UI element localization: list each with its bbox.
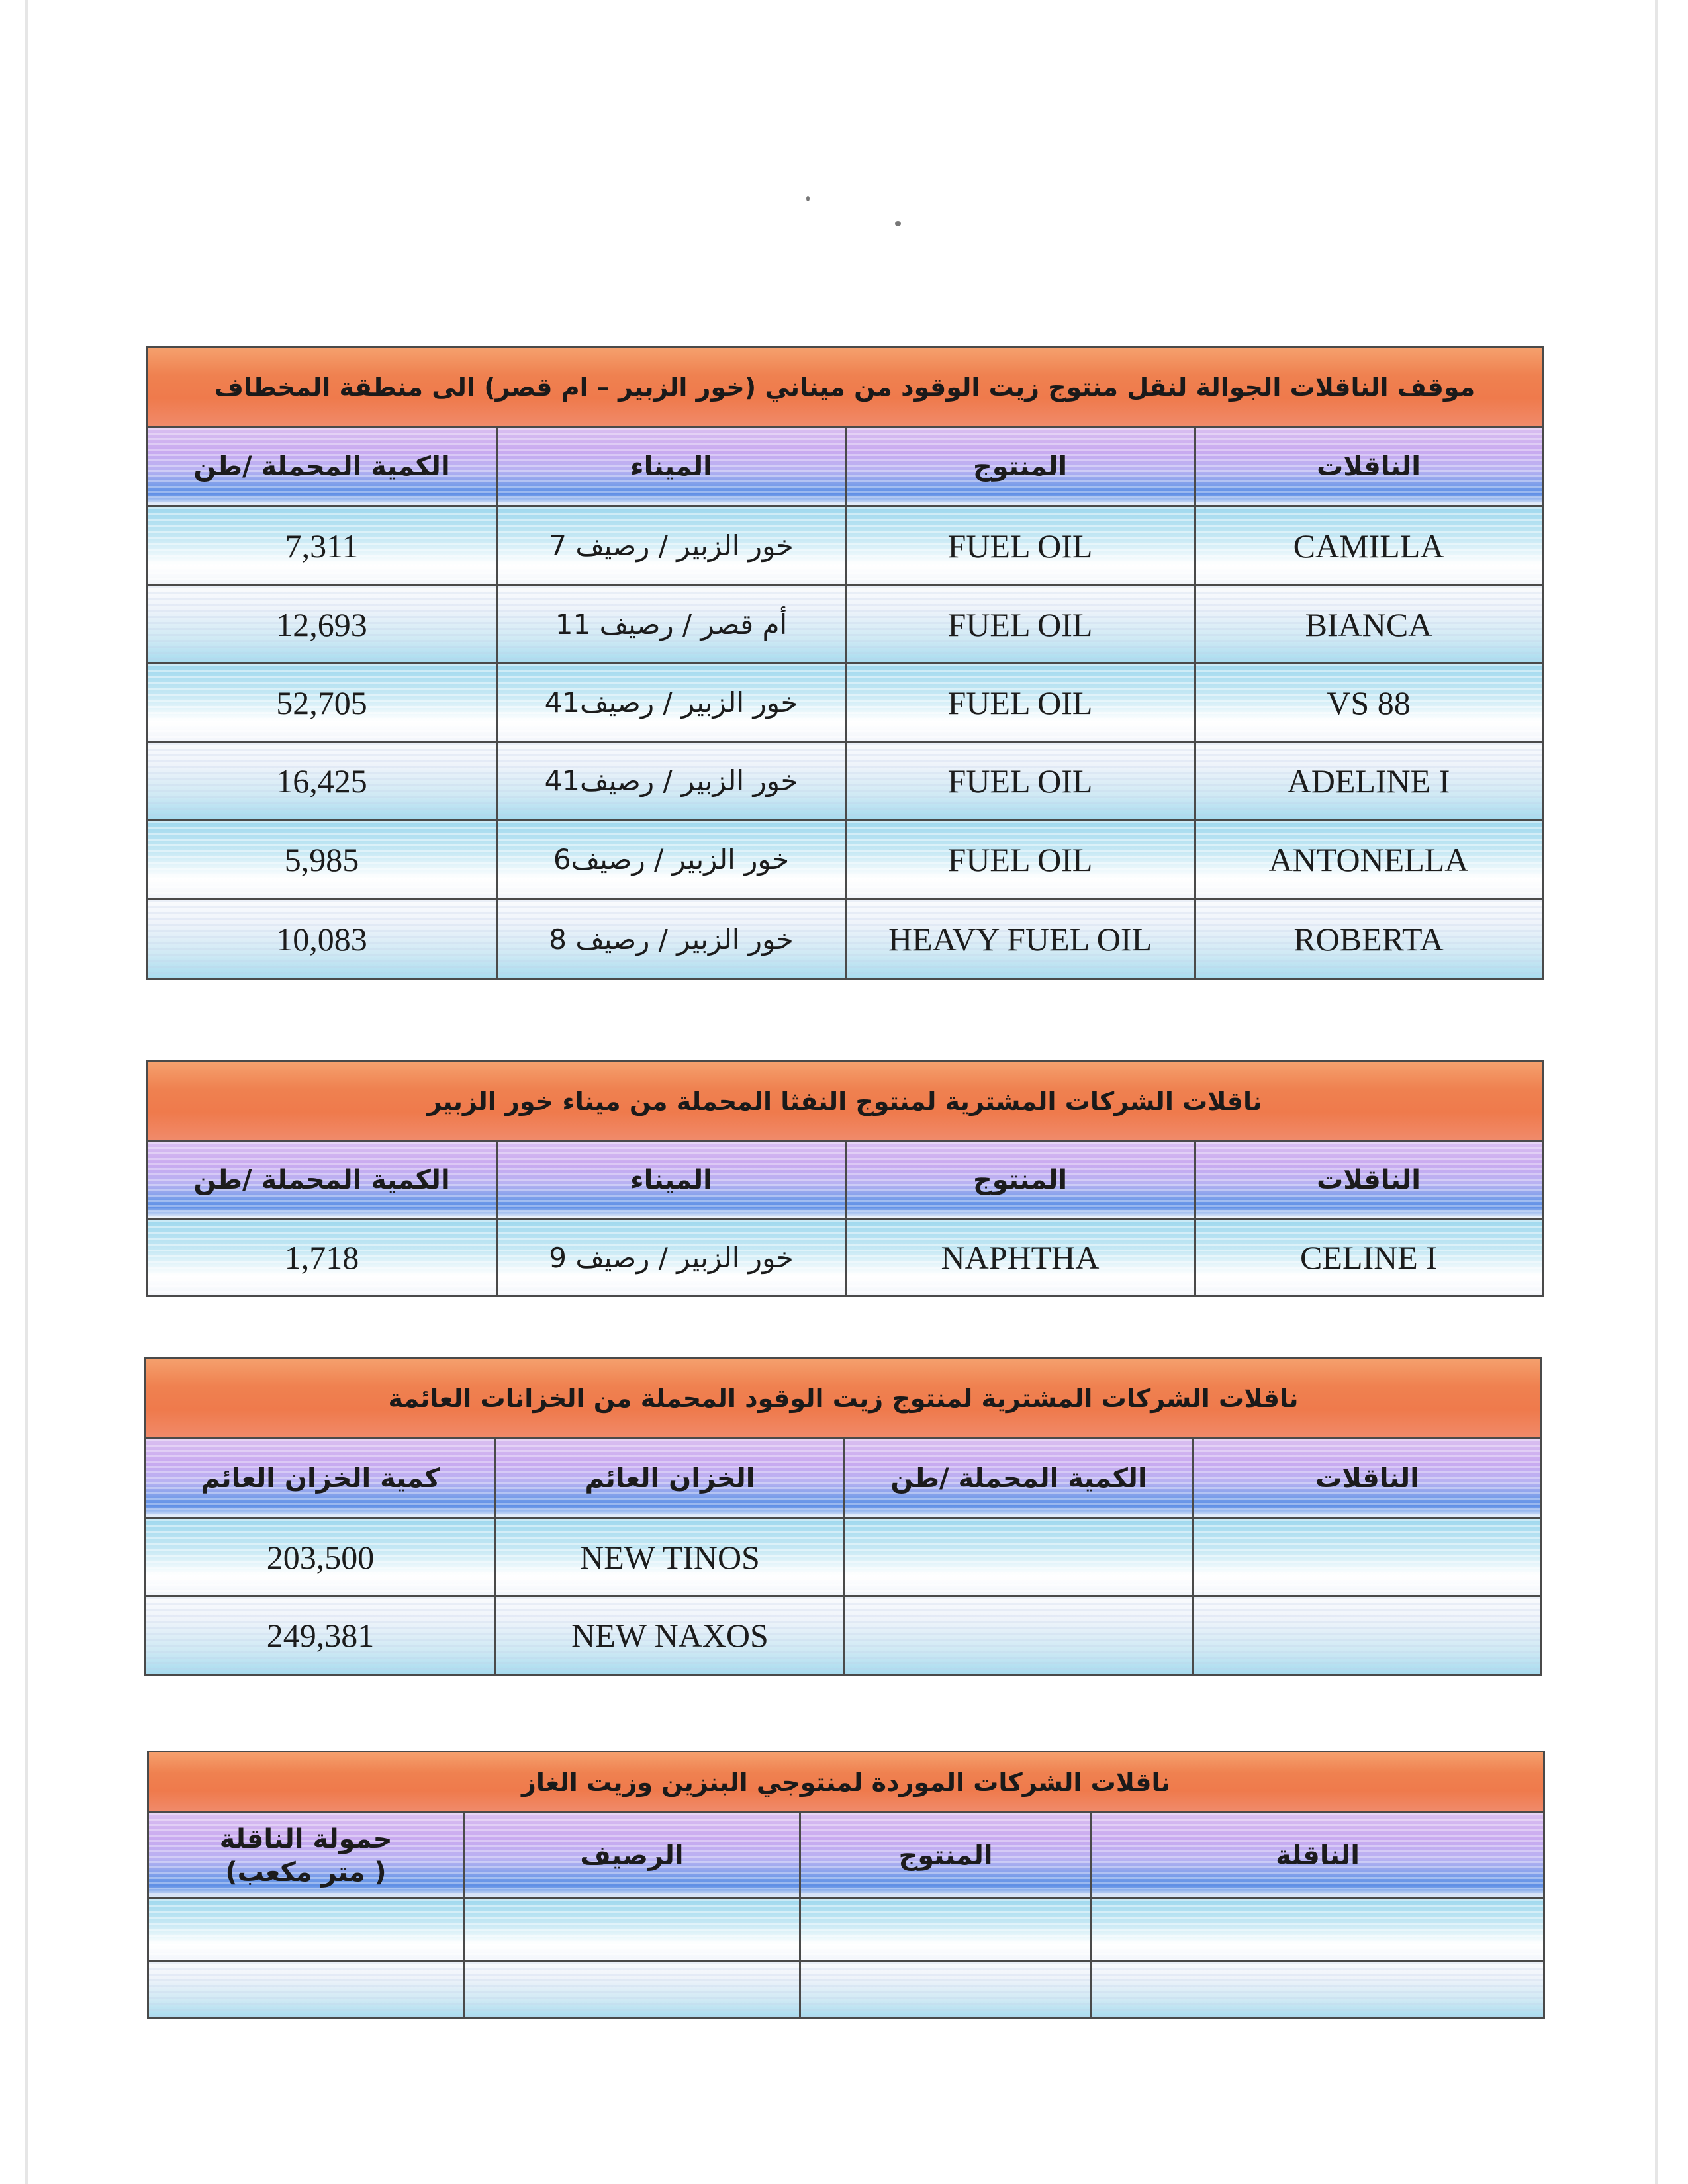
header-berth: الرصيف — [463, 1813, 799, 1897]
header-vessels: الناقلات — [1192, 1439, 1540, 1517]
header-capacity-line2: ( متر مكعب) — [225, 1856, 387, 1888]
cell-port: خور الزبير / رصيف41 — [496, 743, 845, 819]
header-vessels: الناقلات — [1194, 428, 1542, 505]
table-row — [148, 586, 1542, 664]
cell-tank-qty: 249,381 — [266, 1617, 375, 1654]
table-header-row — [146, 1439, 1540, 1519]
cell-floating-tank: NEW TINOS — [494, 1519, 843, 1595]
header-loaded-qty: الكمية المحملة /طن — [193, 1164, 450, 1195]
header-vessels: الناقلات — [1194, 1142, 1542, 1218]
cell-vessel: BIANCA — [1194, 586, 1542, 662]
table-row — [148, 900, 1542, 978]
cell-qty — [843, 1597, 1192, 1674]
cell-product — [799, 1899, 1090, 1960]
cell-qty: 16,425 — [276, 762, 367, 799]
cell-product: FUEL OIL — [845, 586, 1194, 662]
cell-vessel: VS 88 — [1194, 664, 1542, 741]
cell-product: HEAVY FUEL OIL — [845, 900, 1194, 978]
cell-port: خور الزبير / رصيف 9 — [496, 1220, 845, 1295]
header-product: المنتوج — [845, 1142, 1194, 1218]
cell-port: خور الزبير / رصيف41 — [496, 664, 845, 741]
table-gasoline-gasoil-tankers — [147, 1751, 1545, 2019]
cell-berth — [463, 1899, 799, 1960]
header-product: المنتوج — [799, 1813, 1090, 1897]
table-row — [148, 821, 1542, 900]
cell-vessel: CELINE I — [1194, 1220, 1542, 1295]
table-row — [146, 1597, 1540, 1674]
cell-vessel — [1090, 1899, 1543, 1960]
header-loaded-qty: الكمية المحملة /طن — [193, 451, 450, 482]
table-title: ناقلات الشركات المشترية لمنتوج النفثا المحملة من ميناء خور الزبير — [148, 1062, 1542, 1142]
cell-capacity — [149, 1962, 463, 2017]
header-floating-tank: الخزان العائم — [494, 1439, 843, 1517]
table-title: ناقلات الشركات الموردة لمنتوجي البنزين وزيت الغاز — [149, 1752, 1543, 1813]
table-row — [148, 664, 1542, 743]
cell-product: FUEL OIL — [845, 664, 1194, 741]
cell-floating-tank: NEW NAXOS — [494, 1597, 843, 1674]
table-header-row — [148, 1142, 1542, 1220]
cell-vessel — [1090, 1962, 1543, 2017]
header-capacity — [149, 1813, 463, 1897]
header-port: الميناء — [496, 1142, 845, 1218]
table-fuel-oil-tankers — [146, 346, 1544, 980]
header-vessel: الناقلة — [1090, 1813, 1543, 1897]
cell-port: أم قصر / رصيف 11 — [496, 586, 845, 662]
cell-capacity — [149, 1899, 463, 1960]
table-row — [146, 1519, 1540, 1597]
cell-vessel: ANTONELLA — [1194, 821, 1542, 898]
table-header-row — [149, 1813, 1543, 1899]
cell-berth — [463, 1962, 799, 2017]
table-floating-tanks — [144, 1357, 1542, 1676]
header-loaded-qty: الكمية المحملة /طن — [843, 1439, 1192, 1517]
cell-product: FUEL OIL — [845, 821, 1194, 898]
cell-vessel: ROBERTA — [1194, 900, 1542, 978]
table-header-row — [148, 428, 1542, 507]
header-capacity-line1: حمولة الناقلة — [219, 1823, 393, 1854]
header-tank-qty: كمية الخزان العائم — [201, 1463, 440, 1494]
table-row — [148, 1220, 1542, 1295]
cell-qty — [843, 1519, 1192, 1595]
table-naphtha-tankers — [146, 1060, 1544, 1297]
cell-product: FUEL OIL — [845, 507, 1194, 584]
cell-vessel — [1192, 1597, 1540, 1674]
header-port: الميناء — [496, 428, 845, 505]
cell-qty: 7,311 — [285, 527, 359, 565]
cell-qty: 5,985 — [284, 841, 359, 878]
cell-product: NAPHTHA — [845, 1220, 1194, 1295]
cell-qty: 10,083 — [276, 921, 367, 958]
cell-port: خور الزبير / رصيف6 — [496, 821, 845, 898]
cell-qty: 12,693 — [276, 606, 367, 643]
cell-product — [799, 1962, 1090, 2017]
table-row — [149, 1899, 1543, 1962]
cell-product: FUEL OIL — [845, 743, 1194, 819]
table-row — [148, 507, 1542, 586]
scan-right-edge — [1655, 0, 1658, 2184]
cell-port: خور الزبير / رصيف 7 — [496, 507, 845, 584]
cell-port: خور الزبير / رصيف 8 — [496, 900, 845, 978]
table-row — [148, 743, 1542, 821]
cell-vessel: ADELINE I — [1194, 743, 1542, 819]
cell-vessel: CAMILLA — [1194, 507, 1542, 584]
scan-speck — [806, 196, 810, 201]
table-title: موقف الناقلات الجوالة لنقل منتوج زيت الوقود من ميناني (خور الزبير – ام قصر) الى منطقة المخطاف — [148, 348, 1542, 428]
table-row — [149, 1962, 1543, 2017]
cell-qty: 52,705 — [276, 684, 367, 721]
cell-tank-qty: 203,500 — [266, 1538, 375, 1576]
scan-left-edge — [25, 0, 28, 2184]
cell-qty: 1,718 — [284, 1239, 359, 1276]
scan-speck — [895, 221, 901, 226]
cell-vessel — [1192, 1519, 1540, 1595]
header-product: المنتوج — [845, 428, 1194, 505]
table-title: ناقلات الشركات المشترية لمنتوج زيت الوقود المحملة من الخزانات العائمة — [146, 1359, 1540, 1439]
